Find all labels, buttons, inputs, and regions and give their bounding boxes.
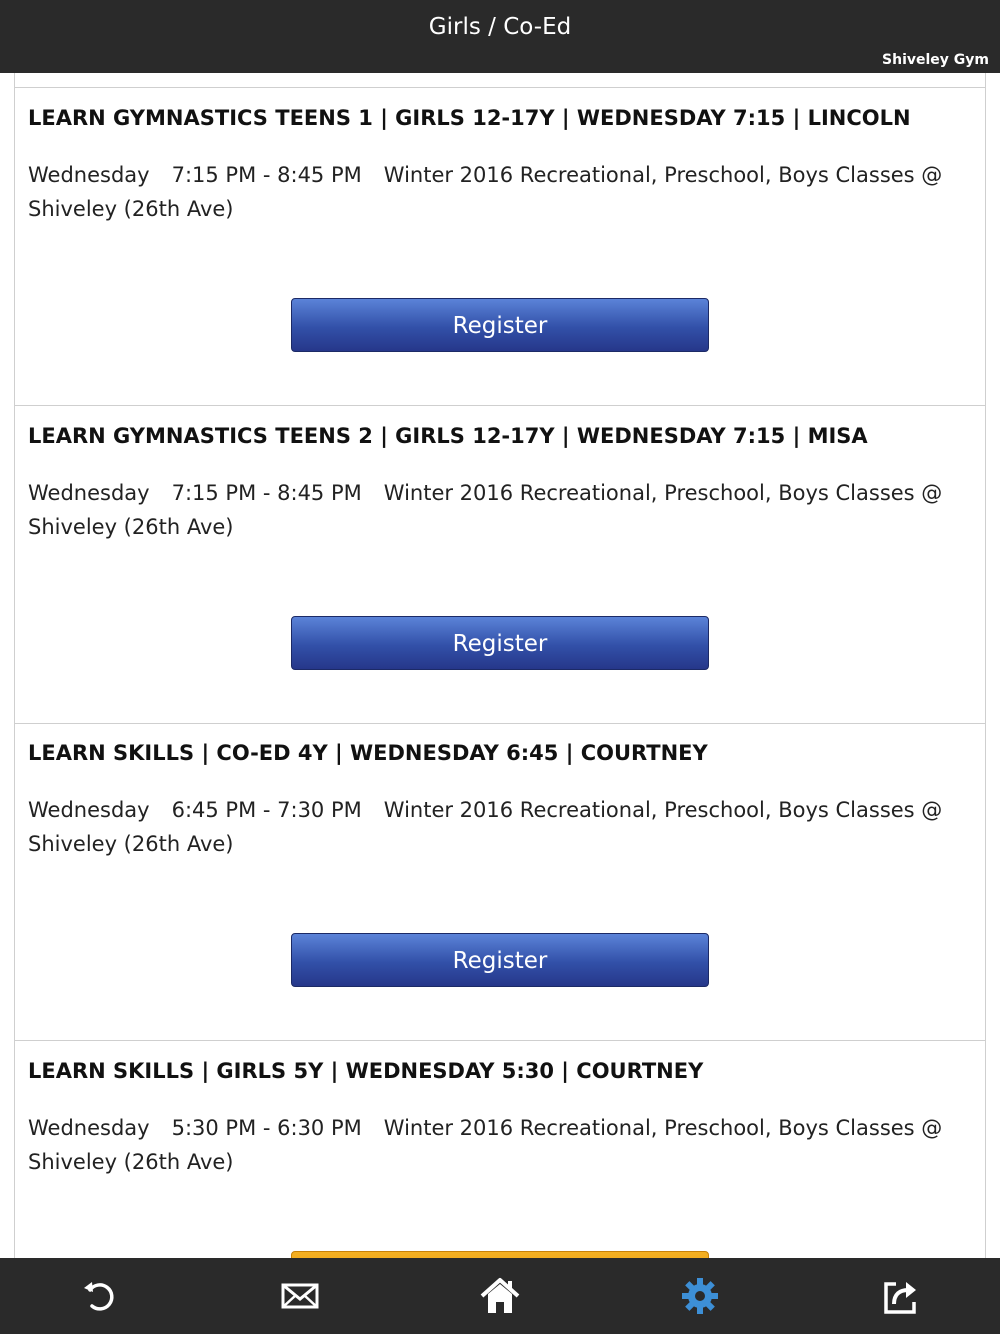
class-day: Wednesday xyxy=(28,1116,150,1140)
class-card xyxy=(15,723,985,1041)
waitlist-button[interactable] xyxy=(291,1251,709,1258)
class-day: Wednesday xyxy=(28,798,150,822)
mail-icon[interactable] xyxy=(280,1276,320,1316)
class-day: Wednesday xyxy=(28,163,150,187)
bottom-tab-bar xyxy=(0,1258,1000,1334)
class-time: 6:45 PM - 7:30 PM xyxy=(171,798,362,822)
class-time: 7:15 PM - 8:45 PM xyxy=(171,163,362,187)
home-icon[interactable] xyxy=(480,1276,520,1316)
class-day: Wednesday xyxy=(28,481,150,505)
class-title: LEARN SKILLS | GIRLS 5Y | WEDNESDAY 5:30 | COURTNEY xyxy=(28,1059,704,1083)
class-session: Winter 2016 Recreational, Preschool, Boys Classes @ Shiveley (26th Ave) xyxy=(28,481,943,539)
class-time: 7:15 PM - 8:45 PM xyxy=(171,481,362,505)
class-title: LEARN SKILLS | CO-ED 4Y | WEDNESDAY 6:45 | COURTNEY xyxy=(28,741,708,765)
class-title: LEARN GYMNASTICS TEENS 1 | GIRLS 12-17Y | WEDNESDAY 7:15 | LINCOLN xyxy=(28,106,911,130)
class-card xyxy=(15,88,985,406)
share-icon[interactable] xyxy=(880,1276,920,1316)
class-details xyxy=(28,1111,948,1179)
register-button[interactable]: Register xyxy=(291,616,709,670)
register-button[interactable]: Register xyxy=(291,933,709,987)
class-details xyxy=(28,793,948,861)
class-list[interactable] xyxy=(14,73,986,1258)
page-title: Girls / Co-Ed xyxy=(428,14,572,40)
class-session: Winter 2016 Recreational, Preschool, Boys Classes @ Shiveley (26th Ave) xyxy=(28,163,943,221)
class-details xyxy=(28,158,948,226)
class-time: 5:30 PM - 6:30 PM xyxy=(171,1116,362,1140)
class-session: Winter 2016 Recreational, Preschool, Boys Classes @ Shiveley (26th Ave) xyxy=(28,798,943,856)
class-session: Winter 2016 Recreational, Preschool, Boys Classes @ Shiveley (26th Ave) xyxy=(28,1116,943,1174)
class-card xyxy=(15,1041,985,1258)
class-title: LEARN GYMNASTICS TEENS 2 | GIRLS 12-17Y | WEDNESDAY 7:15 | MISA xyxy=(28,424,868,448)
refresh-icon[interactable] xyxy=(80,1276,120,1316)
top-nav-bar xyxy=(0,0,1000,73)
class-details xyxy=(28,476,948,544)
location-label[interactable]: Shiveley Gym xyxy=(882,52,989,68)
class-card xyxy=(15,406,985,724)
register-button[interactable]: Register xyxy=(291,298,709,352)
gear-icon[interactable] xyxy=(680,1276,720,1316)
